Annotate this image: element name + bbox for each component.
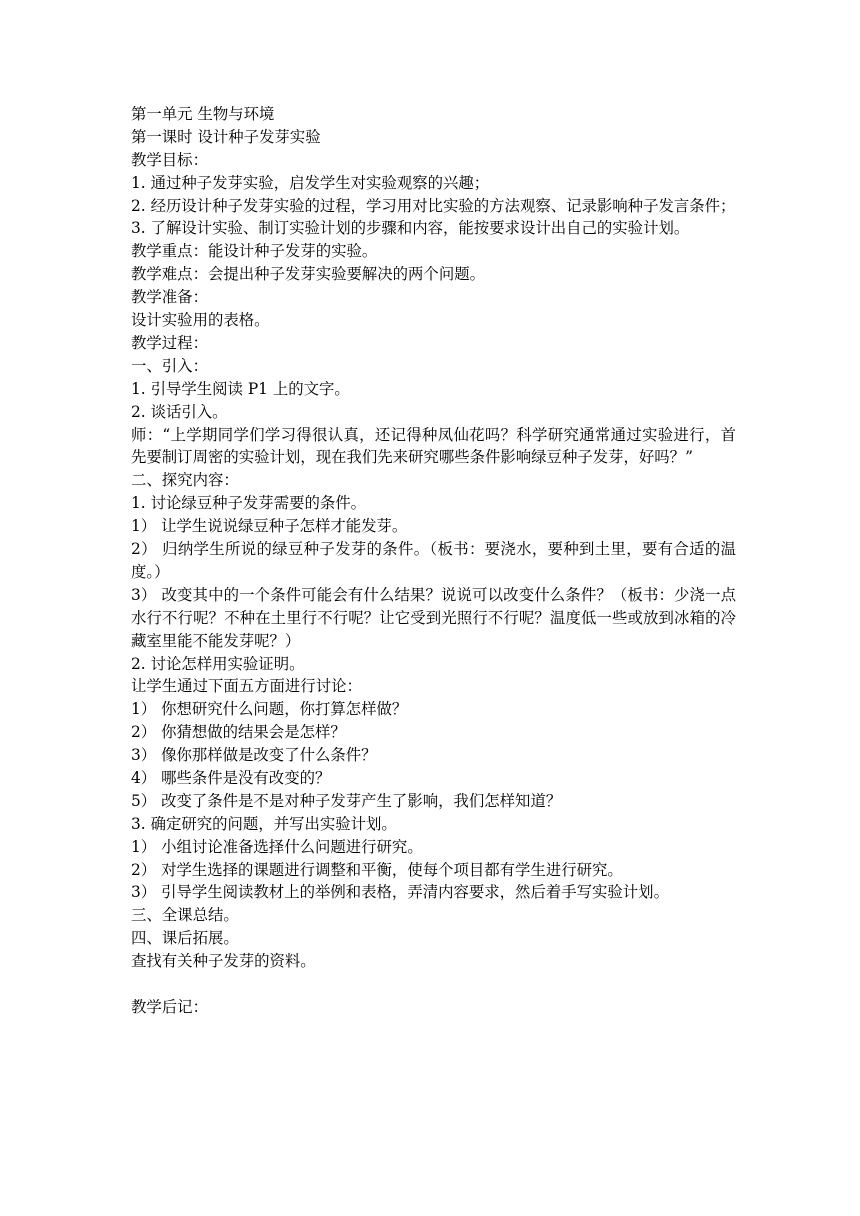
lesson-title: 第一课时 设计种子发芽实验: [131, 127, 321, 146]
objective-item: 3. 了解设计实验、制订实验计划的步骤和内容，能按要求设计出自己的实验计划。: [131, 219, 690, 238]
objectives-heading: 教学目标：: [131, 150, 208, 169]
subsection-title: 2. 讨论怎样用实验证明。: [131, 654, 305, 673]
list-item: 2） 对学生选择的课题进行调整和平衡，使每个项目都有学生进行研究。: [131, 860, 623, 879]
section-heading: 一、引入：: [131, 356, 208, 375]
section-heading: 二、探究内容：: [131, 471, 239, 490]
subsection-intro: 让学生通过下面五方面进行讨论：: [131, 677, 362, 696]
teacher-speech: 师：“上学期同学们学习得很认真，还记得种凤仙花吗？科学研究通常通过实验进行，首先要制订周密的实验计划，现在我们先来研究哪些条件影响绿豆种子发芽，好吗？”: [131, 425, 736, 467]
list-item: 1） 小组讨论准备选择什么问题进行研究。: [131, 837, 423, 856]
list-item: 3） 像你那样做是改变了什么条件？: [131, 746, 377, 765]
unit-title: 第一单元 生物与环境: [131, 105, 275, 123]
afterword-heading: 教学后记：: [131, 997, 208, 1016]
blank-line: [131, 973, 736, 996]
subsection-title: 1. 讨论绿豆种子发芽需要的条件。: [131, 494, 367, 513]
section-heading: 三、全课总结。: [131, 906, 239, 925]
key-point: 教学重点：能设计种子发芽的实验。: [131, 242, 378, 261]
list-item: 3） 改变其中的一个条件可能会有什么结果？说说可以改变什么条件？（板书：少浇一点水行不行呢？不种在土里行不行呢？让它受到光照行不行呢？温度低一些或放到冰箱的冷藏室里能不能发芽呢？）: [131, 585, 736, 650]
list-item: 1. 引导学生阅读 P1 上的文字。: [131, 379, 350, 398]
section-heading: 四、课后拓展。: [131, 929, 239, 948]
list-item: 4） 哪些条件是没有改变的？: [131, 768, 331, 787]
difficult-point: 教学难点：会提出种子发芽实验要解决的两个问题。: [131, 265, 485, 284]
list-item: 3） 引导学生阅读教材上的举例和表格，弄清内容要求，然后着手写实验计划。: [131, 883, 669, 902]
document-body: [131, 103, 736, 1019]
extension-text: 查找有关种子发芽的资料。: [131, 952, 316, 971]
process-heading: 教学过程：: [131, 333, 208, 352]
list-item: 2） 你猜想做的结果会是怎样？: [131, 723, 346, 742]
objective-item: 1. 通过种子发芽实验，启发学生对实验观察的兴趣；: [131, 173, 490, 192]
preparation-text: 设计实验用的表格。: [131, 311, 270, 330]
objective-item: 2. 经历设计种子发芽实验的过程，学习用对比实验的方法观察、记录影响种子发言条件；: [131, 196, 736, 215]
preparation-heading: 教学准备：: [131, 288, 208, 307]
list-item: 1） 让学生说说绿豆种子怎样才能发芽。: [131, 517, 408, 536]
list-item: 2） 归纳学生所说的绿豆种子发芽的条件。（板书：要浇水，要种到土里，要有合适的温度。）: [131, 539, 736, 581]
list-item: 1） 你想研究什么问题，你打算怎样做？: [131, 700, 408, 719]
list-item: 5） 改变了条件是不是对种子发芽产生了影响，我们怎样知道？: [131, 791, 562, 810]
subsection-title: 3. 确定研究的问题，并写出实验计划。: [131, 814, 397, 833]
list-item: 2. 谈话引入。: [131, 402, 228, 421]
